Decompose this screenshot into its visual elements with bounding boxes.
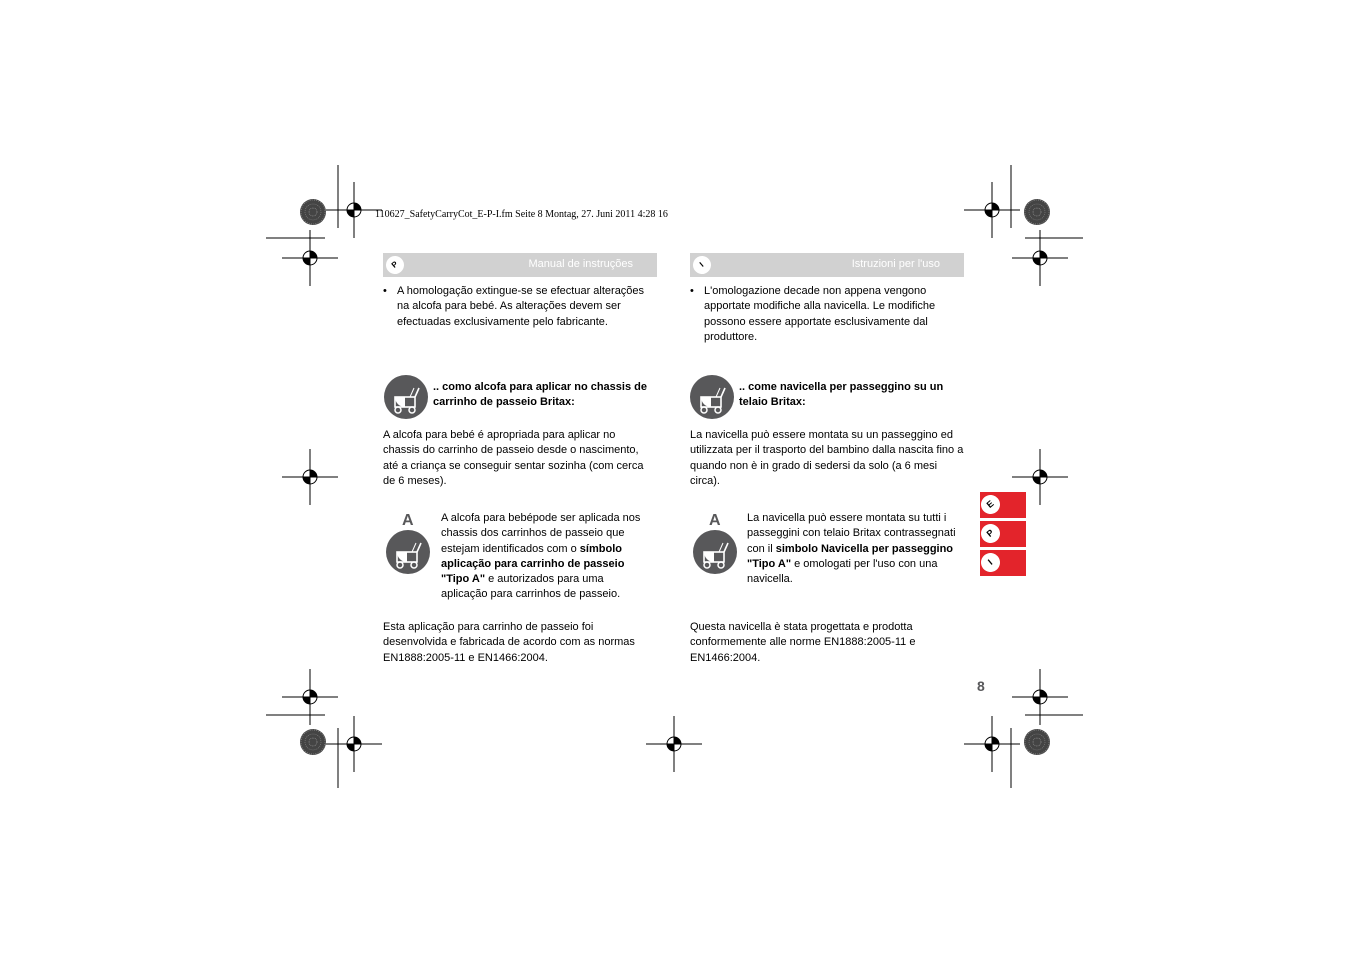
bullet-item: • A homologação extingue-se se efectuar alterações na alcofa para bebé. As alterações devem ser efectuadas exclusivamente pelo fabricante. [383, 284, 653, 330]
type-a-note [441, 511, 651, 603]
type-letter: A [709, 512, 721, 529]
type-a-note [747, 511, 963, 587]
pram-icon [386, 530, 430, 574]
paragraph: Esta aplicação para carrinho de passeio foi desenvolvida e fabricada de acordo com as normas EN1888:2005-11 e EN1466:2004. [383, 621, 635, 664]
language-tab-p[interactable] [980, 521, 1026, 547]
type-letter: A [402, 512, 414, 529]
bullet-item: • L'omologazione decade non appena vengono apportate modifiche alla navicella. Le modifiche possono essere apportate esclusivamente dal produttore. [690, 284, 962, 345]
note-text: e autorizados para uma aplicação para carrinhos de passeio. [441, 573, 621, 601]
lang-code-circle: P [382, 252, 407, 277]
language-tab-e[interactable] [980, 492, 1026, 518]
paragraph: Questa navicella è stata progettata e prodotta conformemente alle norme EN1888:2005-11 e EN1466:2004. [690, 621, 916, 664]
note-text: e omologati per l'uso con una navicella. [747, 557, 938, 586]
tab-label: P [977, 520, 1004, 547]
file-info: 110627_SafetyCarryCot_E-P-I.fm Seite 8 Montag, 27. Juni 2011 4:28 16 [375, 209, 668, 220]
section-header-italian [690, 253, 964, 277]
header-title: Manual de instruções [528, 258, 633, 270]
note-text: A alcofa para bebépode ser aplicada nos chassis dos carrinhos de passeio que estejam identificados com o [441, 512, 641, 555]
note-bold: símbolo aplicação para carrinho de passeio "Tipo A" [441, 542, 625, 586]
page-number: 8 [977, 678, 985, 694]
pram-icon [690, 375, 734, 419]
section-header-portuguese [383, 253, 657, 277]
section-heading: .. como alcofa para aplicar no chassis de carrinho de passeio Britax: [433, 381, 647, 409]
tab-label: I [977, 549, 1004, 576]
language-tab-i[interactable] [980, 550, 1026, 576]
lang-code-circle: I [689, 252, 714, 277]
header-title: Istruzioni per l'uso [851, 258, 940, 270]
paragraph: A alcofa para bebé é apropriada para aplicar no chassis do carrinho de passeio desde o nascimento, até a criança se conseguir sentar sozinha (com cerca de 6 meses). [383, 429, 644, 487]
bullet-list [383, 284, 653, 330]
bullet-list [690, 284, 962, 345]
tab-label: E [977, 491, 1004, 518]
note-bold: simbolo Navicella per passeggino "Tipo A" [747, 542, 954, 570]
note-text: La navicella può essere montata su tutti i passeggini con telaio Britax contrassegnati con il [747, 512, 956, 555]
pram-icon [693, 530, 737, 574]
section-heading: .. come navicella per passeggino su un telaio Britax: [739, 381, 944, 409]
paragraph: La navicella può essere montata su un passeggino ed utilizzata per il trasporto del bambino dalla nascita fino a quando non è in grado di sedersi da solo (a 6 mesi circa). [690, 429, 964, 487]
pram-icon [384, 375, 428, 419]
